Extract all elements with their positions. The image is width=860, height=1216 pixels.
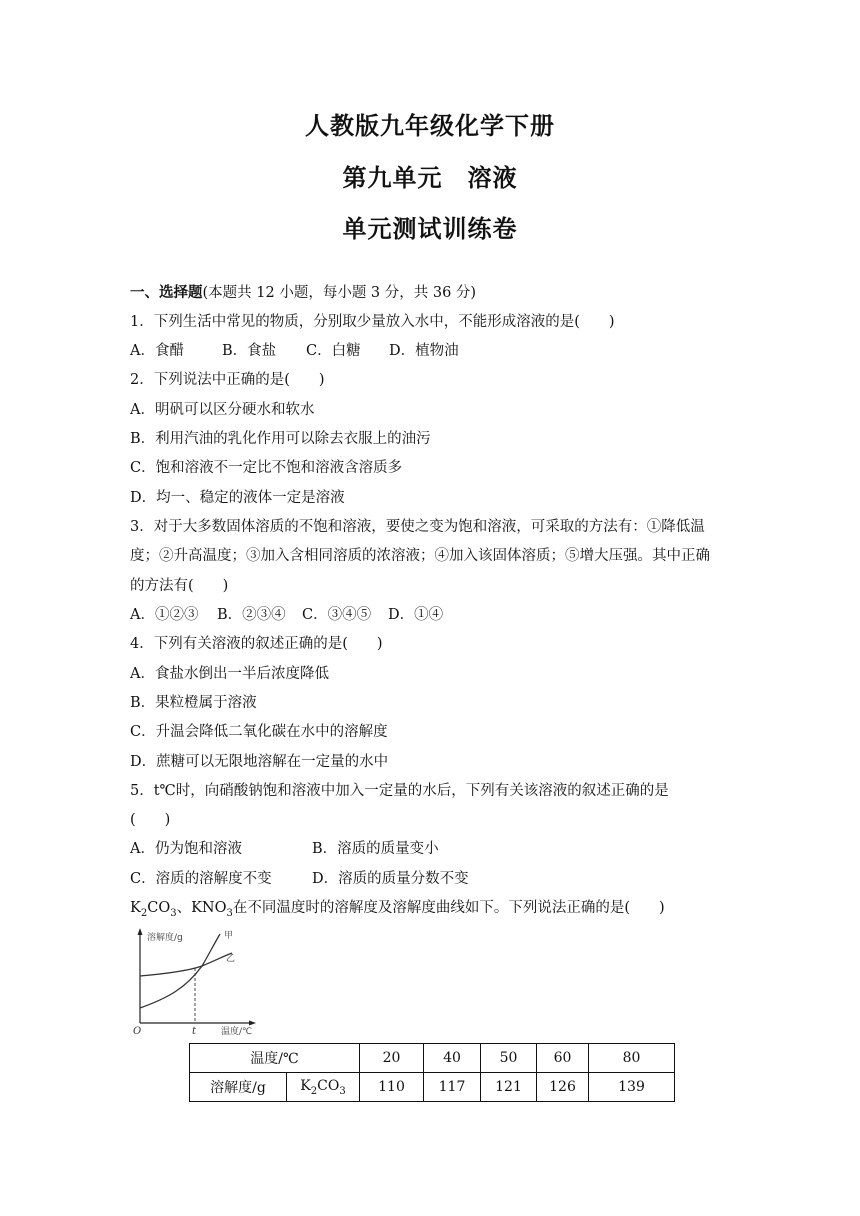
row-label-cell: 溶解度/g bbox=[190, 1073, 287, 1102]
x-axis-label: 温度/℃ bbox=[221, 1027, 253, 1036]
value-cell: 121 bbox=[481, 1073, 537, 1102]
solubility-curve-graph bbox=[128, 926, 268, 1036]
question-5-stem-line1: 5．t℃时，向硝酸钠饱和溶液中加入一定量的水后，下列有关该溶液的叙述正确的是 bbox=[130, 783, 669, 799]
x-axis-arrow bbox=[249, 1021, 256, 1026]
question-2-stem: 2．下列说法中正确的是( ) bbox=[130, 372, 325, 388]
q2-option-b: B．利用汽油的乳化作用可以除去衣服上的油污 bbox=[130, 431, 431, 447]
q4-option-a: A．食盐水倒出一半后浓度降低 bbox=[130, 666, 329, 682]
question-3-stem-line2: 度；②升高温度；③加入含相同溶质的浓溶液；④加入该固体溶质；⑤增大压强。其中正确 bbox=[130, 548, 710, 564]
value-cell: 126 bbox=[537, 1073, 589, 1102]
q3-option-c: C．③④⑤ bbox=[302, 607, 372, 623]
q3-option-a: A．①②③ bbox=[130, 607, 199, 623]
value-cell: 139 bbox=[589, 1073, 675, 1102]
q3-option-d: D．①④ bbox=[388, 607, 444, 623]
test-title: 单元测试训练卷 bbox=[342, 215, 518, 243]
y-axis-arrow bbox=[138, 928, 143, 935]
q4-option-d: D．蔗糖可以无限地溶解在一定量的水中 bbox=[130, 754, 389, 770]
q5-option-b: B．溶质的质量变小 bbox=[312, 841, 439, 857]
temp-cell: 20 bbox=[360, 1044, 424, 1073]
temp-cell: 50 bbox=[481, 1044, 537, 1073]
question-5-stem-line2: ( ) bbox=[130, 812, 171, 828]
q4-option-c: C．升温会降低二氧化碳在水中的溶解度 bbox=[130, 724, 388, 740]
section-note: (本题共 12 小题，每小题 3 分，共 36 分) bbox=[202, 285, 477, 301]
question-6-stem: $K_2CO_3$、$KNO_3$在不同温度时的溶解度及溶解度曲线如下。下列说法正确的是( ) bbox=[130, 900, 665, 919]
substance-cell: $K_2CO_3$ bbox=[287, 1073, 360, 1102]
t-label: t bbox=[192, 1026, 197, 1036]
q1-option-d: D．植物油 bbox=[389, 343, 459, 359]
q1-option-b: B．食盐 bbox=[222, 343, 277, 359]
q5-option-a: A．仍为饱和溶液 bbox=[130, 841, 242, 857]
temp-header-cell: 温度/℃ bbox=[190, 1044, 360, 1073]
temp-cell: 40 bbox=[424, 1044, 481, 1073]
question-4-stem: 4．下列有关溶液的叙述正确的是( ) bbox=[130, 636, 383, 652]
table-header-row bbox=[190, 1044, 675, 1073]
q1-option-c: C．白糖 bbox=[306, 343, 361, 359]
curve-yi-label: 乙 bbox=[226, 954, 236, 964]
origin-label: O bbox=[133, 1026, 142, 1036]
q2-option-a: A．明矾可以区分硬水和软水 bbox=[130, 402, 315, 418]
section-heading bbox=[130, 283, 476, 303]
q5-option-c: C．溶质的溶解度不变 bbox=[130, 871, 272, 887]
y-axis-label: 溶解度/g bbox=[147, 933, 183, 943]
unit-title: 第九单元 溶液 bbox=[342, 164, 518, 192]
curve-yi bbox=[140, 953, 232, 976]
q4-option-b: B．果粒橙属于溶液 bbox=[130, 695, 257, 711]
q3-option-b: B．②③④ bbox=[217, 607, 286, 623]
solubility-table bbox=[189, 1043, 675, 1102]
curve-jia-label: 甲 bbox=[224, 931, 234, 941]
q5-option-d: D．溶质的质量分数不变 bbox=[312, 871, 469, 887]
q2-option-c: C．饱和溶液不一定比不饱和溶液含溶质多 bbox=[130, 460, 403, 476]
temp-cell: 60 bbox=[537, 1044, 589, 1073]
table-row bbox=[190, 1073, 675, 1102]
section-name: 一、选择题 bbox=[130, 284, 203, 301]
temp-cell: 80 bbox=[589, 1044, 675, 1073]
q1-option-a: A．食醋 bbox=[130, 343, 184, 359]
question-3-stem-line3: 的方法有( ) bbox=[130, 578, 229, 594]
question-3-stem-line1: 3．对于大多数固体溶质的不饱和溶液，要使之变为饱和溶液，可采取的方法有：①降低温 bbox=[130, 519, 705, 535]
q2-option-d: D．均一、稳定的液体一定是溶液 bbox=[130, 490, 345, 506]
document-title: 人教版九年级化学下册 bbox=[305, 112, 555, 140]
value-cell: 117 bbox=[424, 1073, 481, 1102]
question-1-stem: 1．下列生活中常见的物质，分别取少量放入水中，不能形成溶液的是( ) bbox=[130, 314, 615, 330]
value-cell: 110 bbox=[360, 1073, 424, 1102]
